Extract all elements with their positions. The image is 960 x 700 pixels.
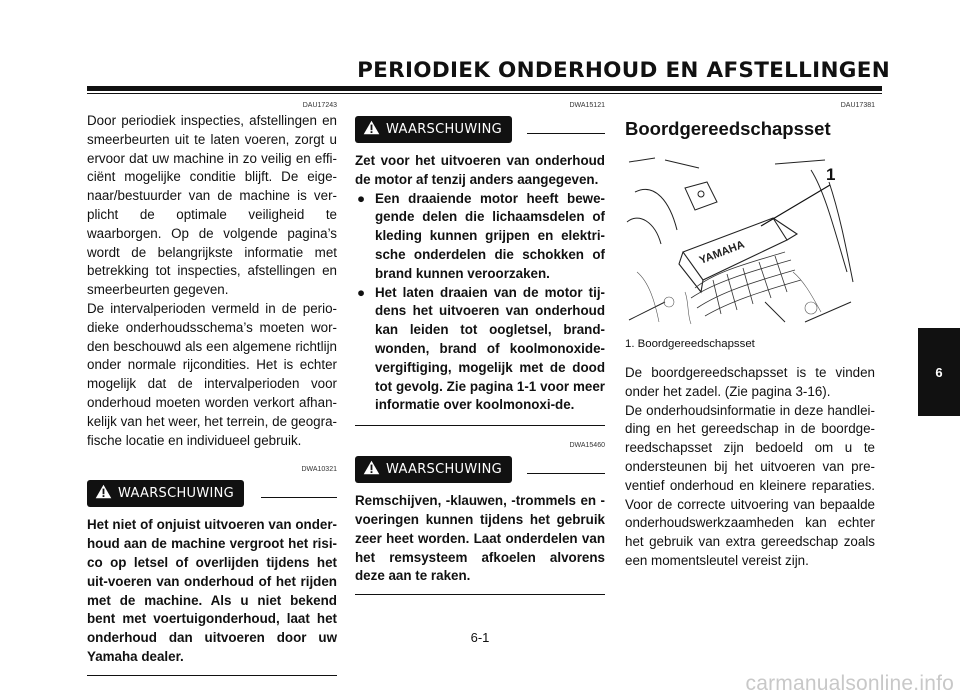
- warning-label: WAARSCHUWING: [386, 122, 503, 137]
- callout-number: 1: [826, 165, 836, 184]
- interval-paragraph: De intervalperioden vermeld in de perio-dieke onderhoudsschema’s moeten wor-den beschouwd als een algemene richtlijn onder normale rijcondities. Het is echter mogelijk dat de intervalperioden voor onderhoud moeten worden verkort afhan-kelijk van het weer, het terrein, de geogra-fische locatie en individueel gebruik.: [87, 300, 337, 448]
- intro-paragraph: Door periodiek inspecties, afstellingen en smeerbeurten uit te laten voeren, zorgt u ervoor dat uw machine in zo veilig en effi-ciënt mogelijke conditie blijft. De eige-naar/bestuurder van de machine is ver-plicht de optimale veiligheid te waarborgen. Op de volgende pagina’s wordt de belangrijkste informatie met betrekking tot inspecties, afstellingen en smeerbeurten gegeven.: [87, 113, 337, 298]
- chapter-tab: 6: [918, 328, 960, 416]
- bullet-text: Een draaiende motor heeft bewe-gende delen die lichaamsdelen of kleding kunnen grijpen en elektri-sche onderdelen die schokken of brand kunnen veroorzaken.: [375, 190, 605, 281]
- warning-text: Het niet of onjuist uitvoeren van onder-houd aan de machine vergroot het risi-co op letsel of overlijden tijdens het uit-voeren van onderhoud of het rijden met de machine. Als u niet bekend bent met voertuigonderhoud, laat het onderhoud dan uitvoeren door uw Yamaha dealer.: [87, 517, 337, 664]
- warning-badge: [87, 480, 244, 507]
- chapter-title: PERIODIEK ONDERHOUD EN AFSTELLINGEN: [357, 58, 890, 83]
- watermark: carmanualsonline.info: [745, 672, 954, 695]
- warning-intro: Zet voor het uitvoeren van onderhoud de motor af tenzij anders aangegeven.: [355, 153, 605, 187]
- warning-line: [261, 497, 337, 498]
- section-code: DAU17243: [302, 102, 337, 109]
- warning-line: [527, 473, 605, 474]
- warning-code: DWA15121: [569, 102, 605, 109]
- warning-end-rule: [355, 425, 605, 426]
- warning-text: Remschijven, -klauwen, -trommels en -voeringen kunnen tijdens het gebruik zeer heet worden. Laat onderdelen van het remsysteem afkoelen alvorens deze aan te raken.: [355, 493, 605, 584]
- warning-header: [355, 116, 605, 146]
- warning-badge: [355, 116, 512, 143]
- svg-text:YAMAHA: YAMAHA: [697, 238, 747, 267]
- bullet-text: Het laten draaien van de motor tij-dens het uitvoeren van onderhoud kan leiden tot oogletsel, brand-wonden, brand of koolmonoxide-vergiftiging, mogelijk met de dood tot gevolg. Zie pagina 1-1 voor meer informatie over koolmonoxi-de.: [375, 284, 605, 413]
- warning-label: WAARSCHUWING: [386, 462, 503, 478]
- warning-triangle-icon: [363, 120, 380, 135]
- warning-badge: [355, 456, 512, 483]
- column-middle: [355, 100, 605, 595]
- warning-end-rule: [87, 675, 337, 676]
- section-code: DAU17381: [840, 102, 875, 109]
- page-number: 6-1: [470, 630, 490, 645]
- warning-triangle-icon: [363, 460, 380, 475]
- header-rule-thick: [87, 86, 882, 91]
- warning-triangle-icon: [95, 484, 112, 499]
- warning-bullet: [357, 284, 605, 416]
- warning-bullet: [357, 190, 605, 284]
- column-left: [87, 100, 337, 676]
- warning-header: [87, 480, 337, 510]
- warning-code: DWA10321: [301, 466, 337, 474]
- warning-header: [355, 456, 605, 486]
- warning-code: DWA15460: [569, 442, 605, 450]
- location-paragraph: De boordgereedschapsset is te vinden onder het zadel. (Zie pagina 3-16).: [625, 365, 875, 399]
- header-rule-thin: [87, 93, 882, 94]
- figure-caption: 1. Boordgereedschapsset: [625, 338, 755, 350]
- toolkit-illustration: [625, 152, 855, 330]
- section-heading: Boordgereedschapsset: [625, 118, 831, 139]
- warning-line: [527, 133, 605, 134]
- column-right: [625, 100, 875, 571]
- warning-label: WAARSCHUWING: [118, 486, 235, 502]
- bullet-dot-icon: ●: [357, 284, 366, 300]
- warning-end-rule: [355, 594, 605, 595]
- info-paragraph: De onderhoudsinformatie in deze handlei-ding en het gereedschap in de boordge-reedschapsset zijn bedoeld om u te ondersteunen bij het uitvoeren van pre-ventief onderhoud en kleinere reparaties. Voor de correcte uitvoering van bepaalde onderhoudswerkzaamheden kan echter het gebruik van extra gereedschap zoals een momentsleutel vereist zijn.: [625, 402, 875, 568]
- bullet-dot-icon: ●: [357, 190, 366, 206]
- toolkit-figure: [625, 152, 855, 330]
